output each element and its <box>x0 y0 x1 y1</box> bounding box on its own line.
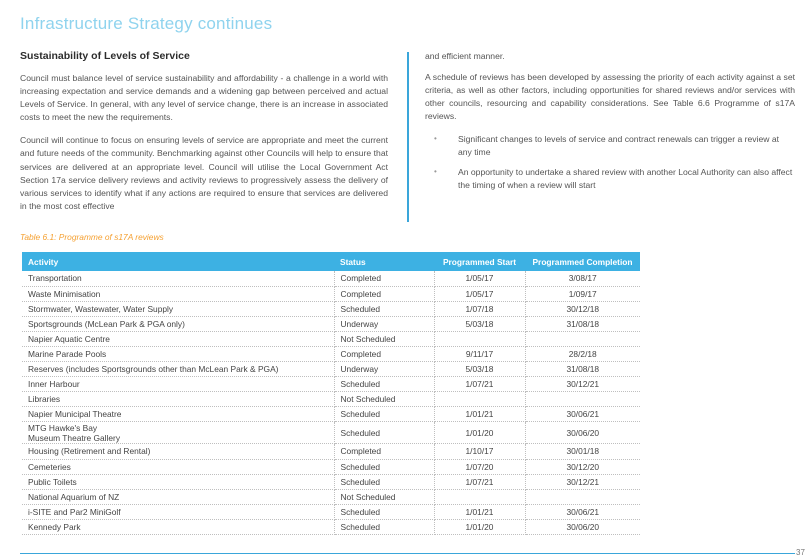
cell-completion: 30/06/20 <box>525 422 640 444</box>
cell-status: Underway <box>334 316 434 331</box>
activity-name: Reserves (includes Sportsgrounds other than McLean Park & PGA) <box>28 364 279 375</box>
table-row <box>22 316 640 331</box>
table-header-row <box>22 252 640 271</box>
column-header-activity: Activity <box>22 252 334 271</box>
table-row <box>22 422 640 444</box>
table-row <box>22 377 640 392</box>
activity-name: Napier Aquatic Centre <box>28 333 110 344</box>
cell-activity <box>22 377 334 392</box>
activity-name: Marine Parade Pools <box>28 349 107 360</box>
cell-completion: 30/06/21 <box>525 504 640 519</box>
cell-start: 1/01/21 <box>434 407 525 422</box>
cell-activity <box>22 301 334 316</box>
cell-activity <box>22 519 334 534</box>
cell-activity <box>22 392 334 407</box>
cell-activity <box>22 474 334 489</box>
table-row <box>22 301 640 316</box>
cell-activity <box>22 346 334 361</box>
section-title: Sustainability of Levels of Service <box>20 50 190 62</box>
table-row <box>22 362 640 377</box>
cell-status: Underway <box>334 362 434 377</box>
cell-start: 1/07/21 <box>434 377 525 392</box>
paragraph-focus: Council will continue to focus on ensuring levels of service are appropriate and meet the current and future needs of the community. Benchmarking against other Councils will help to ensure that services are delivered at an appropriate level. Council will utilise the Local Government Act Section 17a service delivery reviews and activity reviews to progressively assess the delivery of various services to identify what if any actions are required to ensure that services are delivered in the most cost effective <box>20 135 388 211</box>
cell-status: Scheduled <box>334 504 434 519</box>
table-body <box>22 271 640 535</box>
cell-start <box>434 489 525 504</box>
cell-completion: 30/12/21 <box>525 474 640 489</box>
cell-completion <box>525 392 640 407</box>
page-heading: Infrastructure Strategy continues <box>20 14 273 33</box>
table-row <box>22 489 640 504</box>
cell-activity <box>22 504 334 519</box>
paragraph-continuation: and efficient manner. <box>425 51 505 61</box>
cell-status: Scheduled <box>334 301 434 316</box>
cell-start: 1/01/21 <box>434 504 525 519</box>
page-number: 37 <box>796 548 805 557</box>
cell-start: 1/07/21 <box>434 474 525 489</box>
cell-completion: 31/08/18 <box>525 316 640 331</box>
paragraph-balance: Council must balance level of service sustainability and affordability - a challenge in a world with increasing expectation and service demands and a widening gap between perceived and actual Levels of Service. In general, with any level of service change, there is an increase in associated costs to meet the new the requirements. <box>20 73 388 123</box>
table-row <box>22 407 640 422</box>
table-row <box>22 286 640 301</box>
cell-completion: 31/08/18 <box>525 362 640 377</box>
cell-completion: 30/06/20 <box>525 519 640 534</box>
paragraph-schedule: A schedule of reviews has been developed by assessing the priority of each activity against a set criteria, as well as other factors, including opportunities for shared reviews and/or services with other councils, resourcing and capability considerations. See Table 6.6 Programme of s17A reviews. <box>425 72 795 122</box>
cell-status: Scheduled <box>334 459 434 474</box>
activity-name: MTG Hawke's Bay <box>28 422 98 433</box>
table-row <box>22 392 640 407</box>
cell-start <box>434 331 525 346</box>
activity-name: Public Toilets <box>28 476 77 487</box>
cell-start: 1/05/17 <box>434 271 525 286</box>
cell-completion: 30/06/21 <box>525 407 640 422</box>
cell-status: Not Scheduled <box>334 331 434 346</box>
cell-start: 1/07/18 <box>434 301 525 316</box>
cell-activity <box>22 444 334 459</box>
activity-name: Libraries <box>28 394 61 405</box>
reviews-table <box>22 252 640 535</box>
table-row <box>22 459 640 474</box>
cell-completion: 30/12/20 <box>525 459 640 474</box>
cell-start: 9/11/17 <box>434 346 525 361</box>
cell-status: Not Scheduled <box>334 489 434 504</box>
column-header-start: Programmed Start <box>434 252 525 271</box>
table-row <box>22 331 640 346</box>
cell-completion: 30/12/18 <box>525 301 640 316</box>
footer-rule <box>20 553 795 554</box>
cell-completion: 30/01/18 <box>525 444 640 459</box>
right-column <box>425 50 795 199</box>
column-divider <box>407 52 409 222</box>
activity-name: Cemeteries <box>28 461 71 472</box>
cell-status: Completed <box>334 346 434 361</box>
cell-completion <box>525 489 640 504</box>
cell-completion <box>525 331 640 346</box>
bullet-item <box>430 166 795 191</box>
cell-activity <box>22 407 334 422</box>
cell-start: 5/03/18 <box>434 316 525 331</box>
bullet-list <box>430 133 795 191</box>
cell-start: 5/03/18 <box>434 362 525 377</box>
cell-status: Completed <box>334 271 434 286</box>
column-header-status: Status <box>334 252 434 271</box>
bullet-icon: • <box>434 167 437 177</box>
table-row <box>22 474 640 489</box>
activity-name: Kennedy Park <box>28 521 81 532</box>
cell-status: Scheduled <box>334 407 434 422</box>
activity-name: Stormwater, Wastewater, Water Supply <box>28 303 174 314</box>
cell-completion: 28/2/18 <box>525 346 640 361</box>
cell-activity <box>22 286 334 301</box>
activity-name-line-2: Museum Theatre Gallery <box>28 432 121 443</box>
cell-activity <box>22 459 334 474</box>
left-column <box>20 50 388 223</box>
activity-name: National Aquarium of NZ <box>28 491 120 502</box>
activity-name: Transportation <box>28 273 82 284</box>
cell-activity <box>22 316 334 331</box>
table-row <box>22 271 640 286</box>
cell-activity <box>22 422 334 444</box>
cell-completion: 3/08/17 <box>525 271 640 286</box>
column-header-completion: Programmed Completion <box>525 252 640 271</box>
activity-name: Inner Harbour <box>28 379 80 390</box>
cell-completion: 1/09/17 <box>525 286 640 301</box>
table-row <box>22 444 640 459</box>
cell-completion: 30/12/21 <box>525 377 640 392</box>
cell-status: Scheduled <box>334 474 434 489</box>
table-row <box>22 504 640 519</box>
cell-start: 1/05/17 <box>434 286 525 301</box>
cell-activity <box>22 489 334 504</box>
activity-name: Waste Minimisation <box>28 288 101 299</box>
activity-name: Sportsgrounds (McLean Park & PGA only) <box>28 318 185 329</box>
cell-start: 1/07/20 <box>434 459 525 474</box>
cell-start <box>434 392 525 407</box>
cell-start: 1/10/17 <box>434 444 525 459</box>
table-caption: Table 6.1: Programme of s17A reviews <box>20 232 164 242</box>
cell-status: Completed <box>334 444 434 459</box>
bullet-item <box>430 133 795 158</box>
cell-status: Not Scheduled <box>334 392 434 407</box>
cell-activity <box>22 271 334 286</box>
cell-status: Scheduled <box>334 519 434 534</box>
activity-name: i-SITE and Par2 MiniGolf <box>28 506 121 517</box>
table-row <box>22 346 640 361</box>
bullet-text: An opportunity to undertake a shared review with another Local Authority can also affect the timing of when a review will start <box>458 167 793 190</box>
cell-status: Completed <box>334 286 434 301</box>
bullet-icon: • <box>434 134 437 144</box>
cell-status: Scheduled <box>334 422 434 444</box>
cell-start: 1/01/20 <box>434 519 525 534</box>
bullet-text: Significant changes to levels of service and contract renewals can trigger a review at any time <box>458 134 779 157</box>
table-row <box>22 519 640 534</box>
cell-activity <box>22 362 334 377</box>
cell-status: Scheduled <box>334 377 434 392</box>
cell-start: 1/01/20 <box>434 422 525 444</box>
activity-name: Housing (Retirement and Rental) <box>28 446 151 457</box>
cell-activity <box>22 331 334 346</box>
activity-name: Napier Municipal Theatre <box>28 409 122 420</box>
